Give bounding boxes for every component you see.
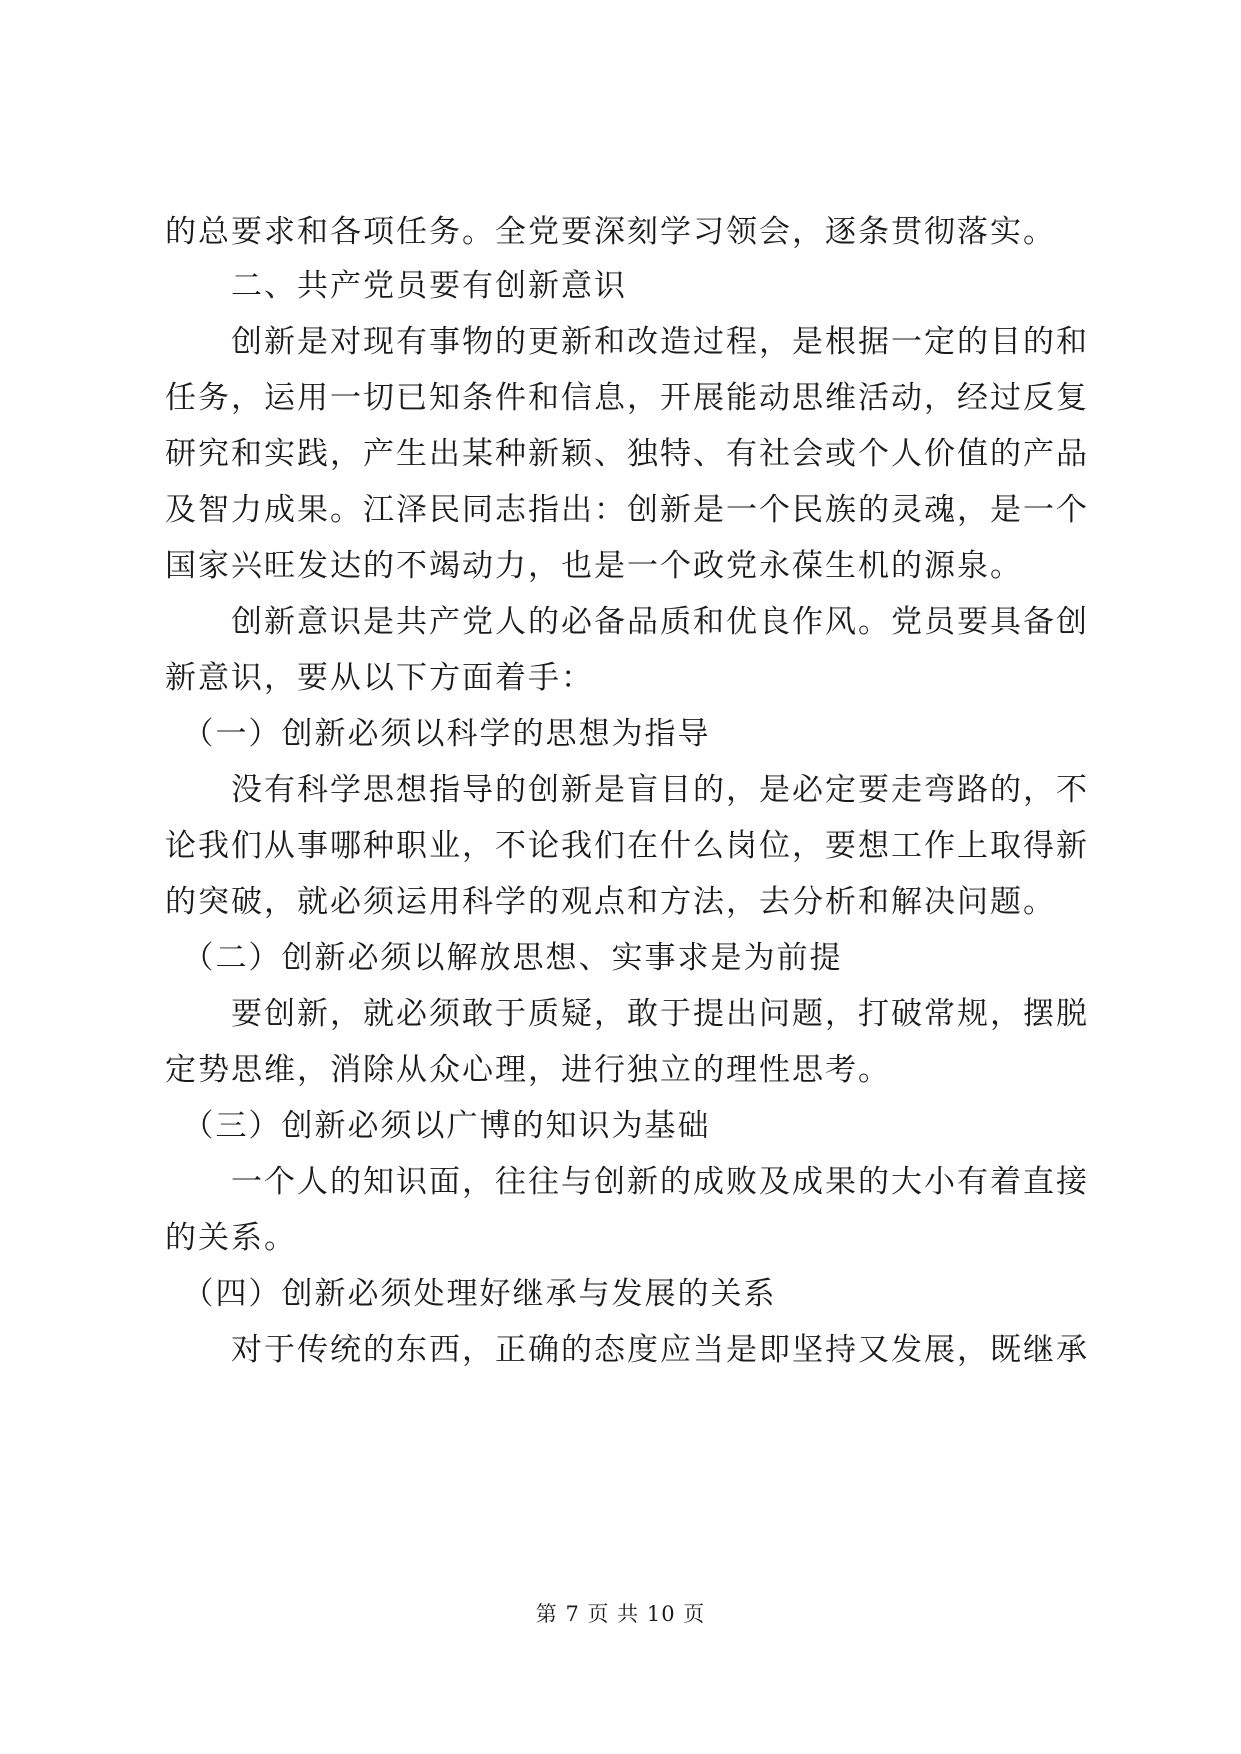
text-line: 的突破，就必须运用科学的观点和方法，去分析和解决问题。 [165,884,1056,920]
text-line: 要创新，就必须敢于质疑，敢于提出问题，打破常规，摆脱 [165,996,1089,1032]
text-line: 没有科学思想指导的创新是盲目的，是必定要走弯路的，不 [165,772,1089,808]
subsection-heading: （四）创新必须处理好继承与发展的关系 [165,1276,777,1312]
section-heading: 二、共产党员要有创新意识 [165,268,627,304]
text-line: 的关系。 [165,1220,297,1256]
text-line: 及智力成果。江泽民同志指出：创新是一个民族的灵魂，是一个 [165,492,1089,528]
text-line: 研究和实践，产生出某种新颖、独特、有社会或个人价值的产品 [165,436,1089,472]
text-line: 定势思维，消除从众心理，进行独立的理性思考。 [165,1052,891,1088]
subsection-heading: （三）创新必须以广博的知识为基础 [165,1108,711,1144]
page-number-footer: 第 7 页 共 10 页 [535,1602,706,1626]
text-line: 一个人的知识面，往往与创新的成败及成果的大小有着直接 [165,1164,1089,1200]
text-line: 论我们从事哪种职业，不论我们在什么岗位，要想工作上取得新 [165,828,1089,864]
text-line: 国家兴旺发达的不竭动力，也是一个政党永葆生机的源泉。 [165,548,1023,584]
text-line: 的总要求和各项任务。全党要深刻学习领会，逐条贯彻落实。 [165,214,1056,250]
subsection-heading: （二）创新必须以解放思想、实事求是为前提 [165,940,843,976]
subsection-heading: （一）创新必须以科学的思想为指导 [165,716,711,752]
text-line: 新意识，要从以下方面着手： [165,660,594,696]
text-line: 任务，运用一切已知条件和信息，开展能动思维活动，经过反复 [165,380,1089,416]
text-line: 创新是对现有事物的更新和改造过程，是根据一定的目的和 [165,324,1089,360]
text-line: 创新意识是共产党人的必备品质和优良作风。党员要具备创 [165,604,1089,640]
text-line: 对于传统的东西，正确的态度应当是即坚持又发展，既继承 [165,1332,1089,1368]
